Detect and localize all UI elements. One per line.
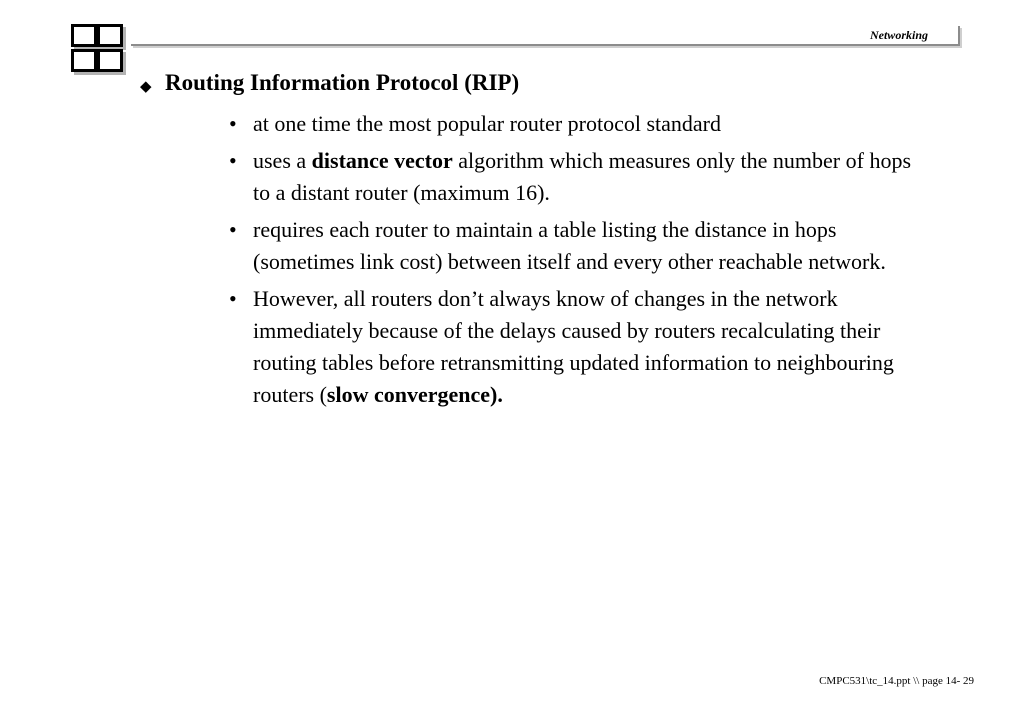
logo-square: [71, 49, 97, 72]
bullet-dot-icon: •: [229, 111, 237, 136]
header-tick-shadow: [960, 28, 962, 48]
header-title: Networking: [869, 28, 928, 42]
slide-heading: Routing Information Protocol (RIP): [165, 70, 520, 95]
point-text: However, all routers don’t always know of changes in the network immediately because of the delays caused by routers recalculating their routing tables before retransmitting updated information to neighbouring routers (: [253, 286, 894, 407]
bullet-dot-icon: •: [229, 286, 237, 311]
header-rule: [131, 44, 960, 46]
point-text: uses a: [253, 148, 312, 173]
point-text-bold: slow convergence).: [326, 382, 503, 407]
logo-square: [97, 49, 123, 72]
bullet-list: [229, 108, 929, 416]
list-item: [229, 214, 929, 278]
point-text: at one time the most popular router protocol standard: [253, 111, 721, 136]
bullet-dot-icon: •: [229, 148, 237, 173]
diamond-bullet-icon: ◆: [140, 79, 152, 95]
point-text-bold: distance vector: [311, 148, 453, 173]
header-rule-shadow: [133, 46, 962, 48]
list-item: [229, 283, 929, 411]
point-text: algorithm which measures only the number of hops to a distant router (maximum 16).: [253, 148, 912, 205]
logo-square: [71, 24, 97, 47]
header-tick: [958, 26, 960, 46]
list-item: [229, 108, 929, 140]
logo-squares-icon: [71, 24, 123, 72]
bullet-dot-icon: •: [229, 217, 237, 242]
footer-page-info: CMPC531\tc_14.ppt \\ page 14- 29: [819, 675, 974, 687]
point-text: requires each router to maintain a table listing the distance in hops (sometimes link cost) between itself and every other reachable network.: [253, 217, 886, 274]
list-item: [229, 145, 929, 209]
logo-square: [97, 24, 123, 47]
